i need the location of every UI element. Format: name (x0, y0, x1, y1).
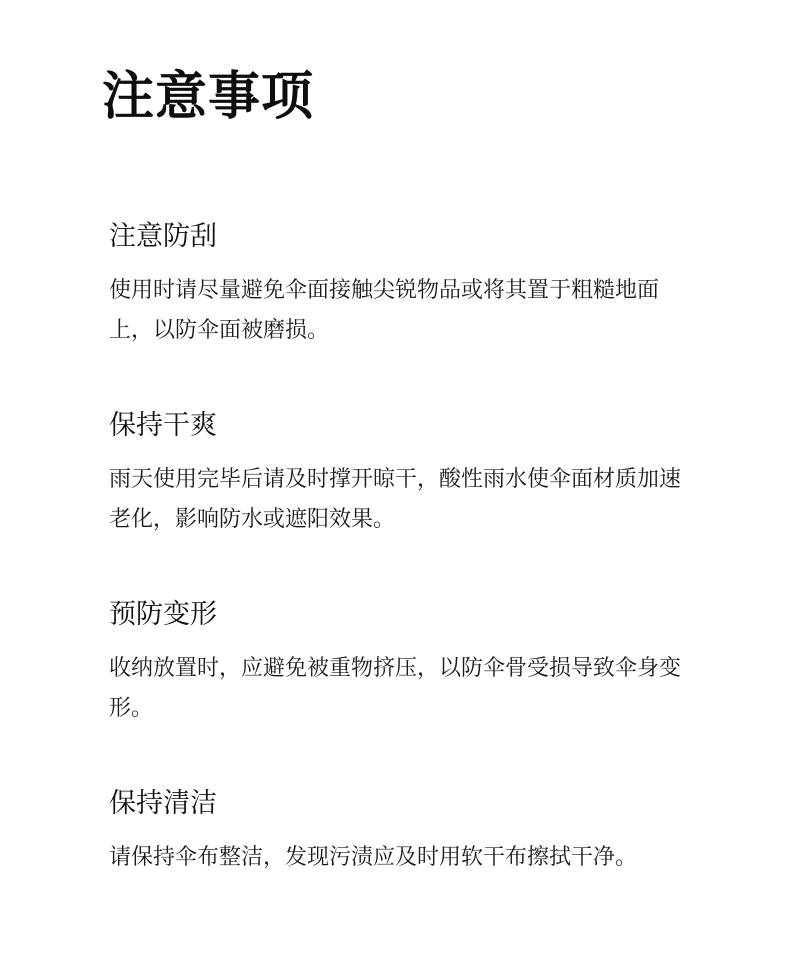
section-keep-clean (109, 786, 684, 878)
section-scratch-prevention (109, 219, 684, 351)
section-prevent-deformation (109, 597, 684, 729)
section-body: 使用时请尽量避免伞面接触尖锐物品或将其置于粗糙地面上，以防伞面被磨损。 (109, 278, 660, 343)
section-body: 收纳放置时，应避免被重物挤压，以防伞骨受损导致伞身变形。 (109, 656, 682, 721)
section-body: 雨天使用完毕后请及时撑开晾干，酸性雨水使伞面材质加速老化，影响防水或遮阳效果。 (109, 467, 682, 532)
section-heading: 保持干爽 (109, 410, 217, 441)
section-heading: 注意防刮 (109, 221, 217, 252)
section-heading: 保持清洁 (109, 788, 217, 819)
page-title: 注意事项 (102, 67, 315, 127)
section-heading: 预防变形 (109, 599, 217, 630)
section-keep-dry (109, 408, 684, 540)
section-body: 请保持伞布整洁，发现污渍应及时用软干布擦拭干净。 (109, 845, 638, 870)
